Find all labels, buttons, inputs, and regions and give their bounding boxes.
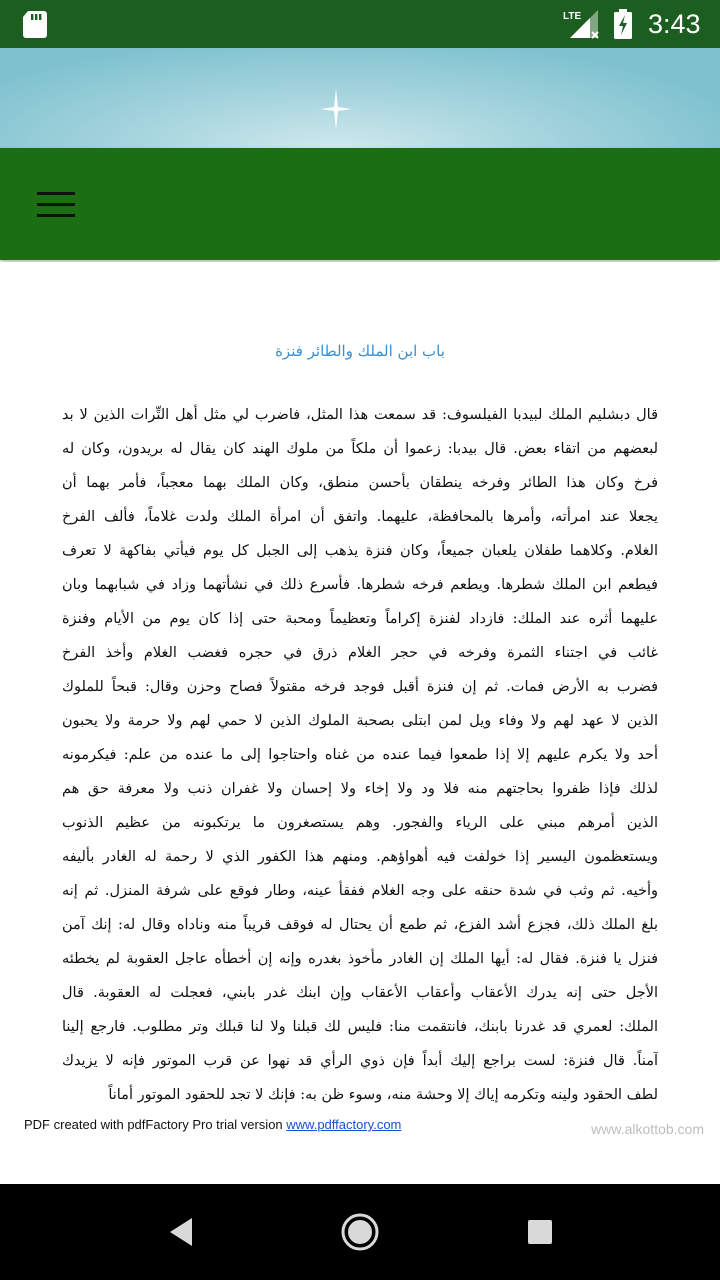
text-line: لطف الحقود ولينه وتكرمه إياك إلا وحشة منه، وسوء ظن به: فإنك لا تجد للحقود الموتور أماناً	[108, 1087, 658, 1103]
text-line: آمناً. قال فنزة: لست براجع إليك أبداً فإن ذوي الرأي قد نهوا عن قرب الموتور فإنه لا يزيدك	[62, 1053, 658, 1069]
header-banner	[0, 48, 720, 148]
sd-card-icon	[22, 10, 48, 38]
text-line: الأجل حتى إنه يدرك الأعقاب وأعقاب الأعقاب وإن ابنك غدر بابني، فعجلت له العقوبة. قال	[62, 985, 658, 1001]
hamburger-menu-icon[interactable]	[30, 184, 82, 226]
page-content[interactable]	[0, 262, 720, 1182]
text-line: بلغ الملك ذلك، فجزع أشد الفزع، ثم طمع أن يحتال له فوقف قريباً منه وناداه وقال له: إنك آمن	[62, 917, 658, 933]
signal-lte-icon	[560, 8, 604, 40]
status-bar	[0, 0, 720, 48]
chapter-title: باب ابن الملك والطائر فنزة	[275, 342, 445, 360]
text-line: الذين لا عهد لهم ولا وفاء ويل لمن ابتلى بصحبة الملوك الذين لا حمي لهم ولا حرمة ولا يحبون	[62, 713, 658, 729]
text-line: الذين أمرهم مبني على الرياء والفجور. وهم يستصغرون ما يرتكبونه من عظيم الذنوب	[62, 815, 658, 831]
text-line: لذلك فإذا ظفروا بحاجتهم منه فلا ود ولا إخاء ولا إحسان ولا غفران ذنب ولا معرفة حق هم	[62, 781, 658, 797]
battery-charging-icon	[612, 9, 634, 39]
home-icon[interactable]	[340, 1212, 380, 1252]
app-bar	[0, 148, 720, 260]
site-watermark: www.alkottob.com	[591, 1121, 704, 1137]
text-line: فرخ وكان هذا الطائر وفرخه ينطقان بأحسن منطق، وكان الملك بهما معجباً، فأمر بهما أن	[62, 475, 658, 491]
text-line: يجعلا عند امرأته، وأمرها بالمحافظة، عليهما. واتفق أن امرأة الملك ولدت غلاماً، فألف الفرخ	[62, 509, 658, 525]
back-icon[interactable]	[166, 1216, 196, 1248]
text-line: لبعضهم من اتقاء بعض. قال بيدبا: زعموا أن ملكاً من ملوك الهند كان يقال له بريدون، وكان له	[62, 441, 658, 457]
story-paragraph	[62, 398, 658, 1112]
text-line: وأخيه. ثم وثب في شدة حنقه على وجه الغلام ففقأ عينه، وطار فوقع على شرفة المنزل. ثم إنه	[62, 883, 658, 899]
text-line: فضرب به الأرض فمات. ثم إن فنزة أقبل فوجد فرخه مقتولاً فصاح وحزن وقال: قبحاً للملوك	[62, 679, 658, 695]
pdffactory-link[interactable]: www.pdffactory.com	[286, 1117, 402, 1132]
text-line: الملك: لعمري قد غدرنا بابنك، فانتقمت منا: فليس لك قبلنا ولا لنا قبلك وتر مطلوب. فارجع إلينا	[62, 1019, 658, 1035]
navigation-bar	[0, 1184, 720, 1280]
text-line: غائب في اجتناء الثمرة وفرخه في حجر الغلام ذرق في حجره فغضب الغلام وأخذ الفرخ	[62, 645, 658, 661]
text-line: عليهما أثره عند الملك: فازداد لفنزة إكراماً وتعظيماً ومحبة حتى إذا كان يوم من الأيام وفنزة	[62, 611, 658, 627]
clock-time: 3:43	[648, 9, 701, 39]
text-line: فيطعم ابن الملك شطرها. ويطعم فرخه شطرها. فأسرع ذلك في نشأتهما وزاد في شبابهما وبان	[62, 577, 658, 593]
pdf-credit-text: PDF created with pdfFactory Pro trial version	[24, 1117, 287, 1132]
text-line: الغلام. وكلاهما طفلان يلعبان جميعاً، وكان فنزة يذهب إلى الجبل كل يوم فيأتي بفاكهة لا تعرف	[62, 543, 658, 559]
text-line: ويستعظمون اليسير إذا خولفت فيه أهواؤهم. ومنهم هذا الكفور الذي لا رحمة له الغادر بأليفه	[62, 849, 658, 865]
text-line: أحد ولا يكرم عليهم إلا إذا طمعوا فيما عنده من غناه واحتاجوا إلى ما عنده من علم: فيكرمونه	[62, 747, 658, 763]
pdf-credit	[24, 1117, 401, 1132]
svg-text:LTE: LTE	[563, 11, 582, 22]
recents-icon[interactable]	[527, 1219, 553, 1245]
sparkle-icon	[320, 88, 352, 130]
text-line: فنزل يا فنزة. فقال له: أيها الملك إن الغادر مأخوذ بغدره وإنه إن أخطأه عاجل العقوبة لم يخطئه	[62, 951, 658, 967]
text-line: قال دبشليم الملك لبيدبا الفيلسوف: قد سمعت هذا المثل، فاضرب لي مثل أهل التِّرات الذين لا بد	[62, 407, 658, 423]
